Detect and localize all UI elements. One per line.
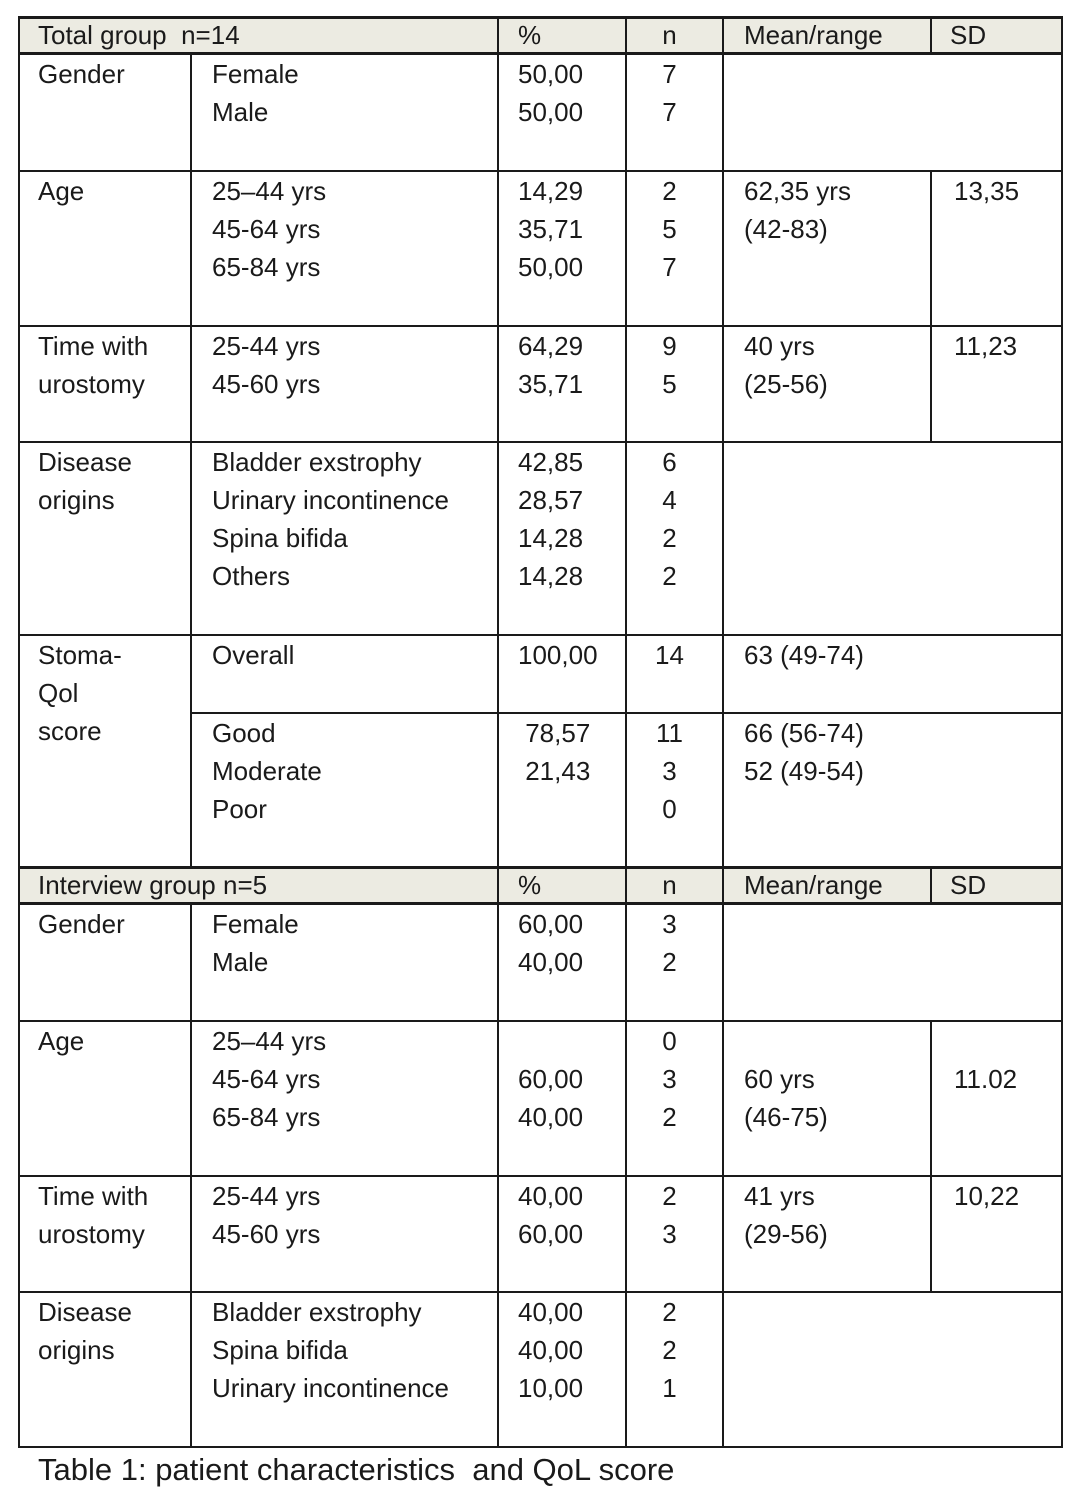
mean-range-values [723, 54, 1062, 171]
percent-values: 40,00 60,00 [498, 1176, 626, 1292]
interview-group-header-row [19, 868, 1062, 904]
categories: Good Moderate Poor [191, 713, 498, 868]
percent-values: 78,57 21,43 [498, 713, 626, 868]
row-label-gender: Gender [19, 54, 191, 171]
n-values: 2 3 [626, 1176, 723, 1292]
total-group-header-row [19, 18, 1062, 54]
total-group-label: Total group n=14 [19, 18, 498, 54]
categories: Female Male [191, 54, 498, 171]
n-values: 3 2 [626, 904, 723, 1021]
row-label-time-with-urostomy: Time with urostomy [19, 326, 191, 442]
mean-range-header: Mean/range [723, 18, 931, 54]
n-values: 9 5 [626, 326, 723, 442]
mean-range-values [723, 904, 1062, 1021]
row-label-time-with-urostomy: Time with urostomy [19, 1176, 191, 1292]
categories: Bladder exstrophy Urinary incontinence Spina bifida Others [191, 442, 498, 635]
table-row [19, 442, 1062, 635]
mean-range-values: 41 yrs (29-56) [723, 1176, 931, 1292]
pct-header: % [498, 868, 626, 904]
row-label-gender: Gender [19, 904, 191, 1021]
categories: 25-44 yrs 45-60 yrs [191, 326, 498, 442]
categories: Overall [191, 635, 498, 713]
n-values: 11 3 0 [626, 713, 723, 868]
categories: 25-44 yrs 45-60 yrs [191, 1176, 498, 1292]
table-row [19, 904, 1062, 1021]
n-values: 0 3 2 [626, 1021, 723, 1176]
n-values: 2 5 7 [626, 171, 723, 326]
row-label-disease-origins: Disease origins [19, 442, 191, 635]
row-label-disease-origins: Disease origins [19, 1292, 191, 1447]
mean-range-values: 60 yrs (46-75) [723, 1021, 931, 1176]
mean-range-header: Mean/range [723, 868, 931, 904]
sd-header: SD [931, 868, 1062, 904]
n-values: 6 4 2 2 [626, 442, 723, 635]
sd-value: 11,23 [931, 326, 1062, 442]
percent-values: 60,00 40,00 [498, 904, 626, 1021]
row-label-age: Age [19, 1021, 191, 1176]
table-row [19, 171, 1062, 326]
percent-values: 14,29 35,71 50,00 [498, 171, 626, 326]
categories: Bladder exstrophy Spina bifida Urinary incontinence [191, 1292, 498, 1447]
percent-values: 40,00 40,00 10,00 [498, 1292, 626, 1447]
mean-range-values: 40 yrs (25-56) [723, 326, 931, 442]
sd-value: 13,35 [931, 171, 1062, 326]
table-row [19, 54, 1062, 171]
mean-range-values [723, 1292, 1062, 1447]
mean-range-values: 63 (49-74) [723, 635, 1062, 713]
sd-header: SD [931, 18, 1062, 54]
mean-range-values: 62,35 yrs (42-83) [723, 171, 931, 326]
table-row [19, 326, 1062, 442]
percent-values: 50,00 50,00 [498, 54, 626, 171]
n-values: 2 2 1 [626, 1292, 723, 1447]
sd-value: 10,22 [931, 1176, 1062, 1292]
percent-values: 64,29 35,71 [498, 326, 626, 442]
categories: Female Male [191, 904, 498, 1021]
n-header: n [626, 868, 723, 904]
mean-range-values: 66 (56-74) 52 (49-54) [723, 713, 1062, 868]
table-caption: Table 1: patient characteristics and QoL score [38, 1452, 675, 1487]
n-values: 14 [626, 635, 723, 713]
pct-header: % [498, 18, 626, 54]
percent-values: 100,00 [498, 635, 626, 713]
mean-range-values [723, 442, 1062, 635]
sd-value: 11.02 [931, 1021, 1062, 1176]
table-row [19, 635, 1062, 713]
percent-values: 42,85 28,57 14,28 14,28 [498, 442, 626, 635]
n-values: 7 7 [626, 54, 723, 171]
categories: 25–44 yrs 45-64 yrs 65-84 yrs [191, 1021, 498, 1176]
percent-values: 60,00 40,00 [498, 1021, 626, 1176]
patient-characteristics-table [18, 16, 1063, 1448]
categories: 25–44 yrs 45-64 yrs 65-84 yrs [191, 171, 498, 326]
row-label-stoma-qol-score: Stoma- Qol score [19, 635, 191, 868]
table-row [19, 1176, 1062, 1292]
n-header: n [626, 18, 723, 54]
table-row [19, 1021, 1062, 1176]
table-row [19, 1292, 1062, 1447]
interview-group-label: Interview group n=5 [19, 868, 498, 904]
row-label-age: Age [19, 171, 191, 326]
